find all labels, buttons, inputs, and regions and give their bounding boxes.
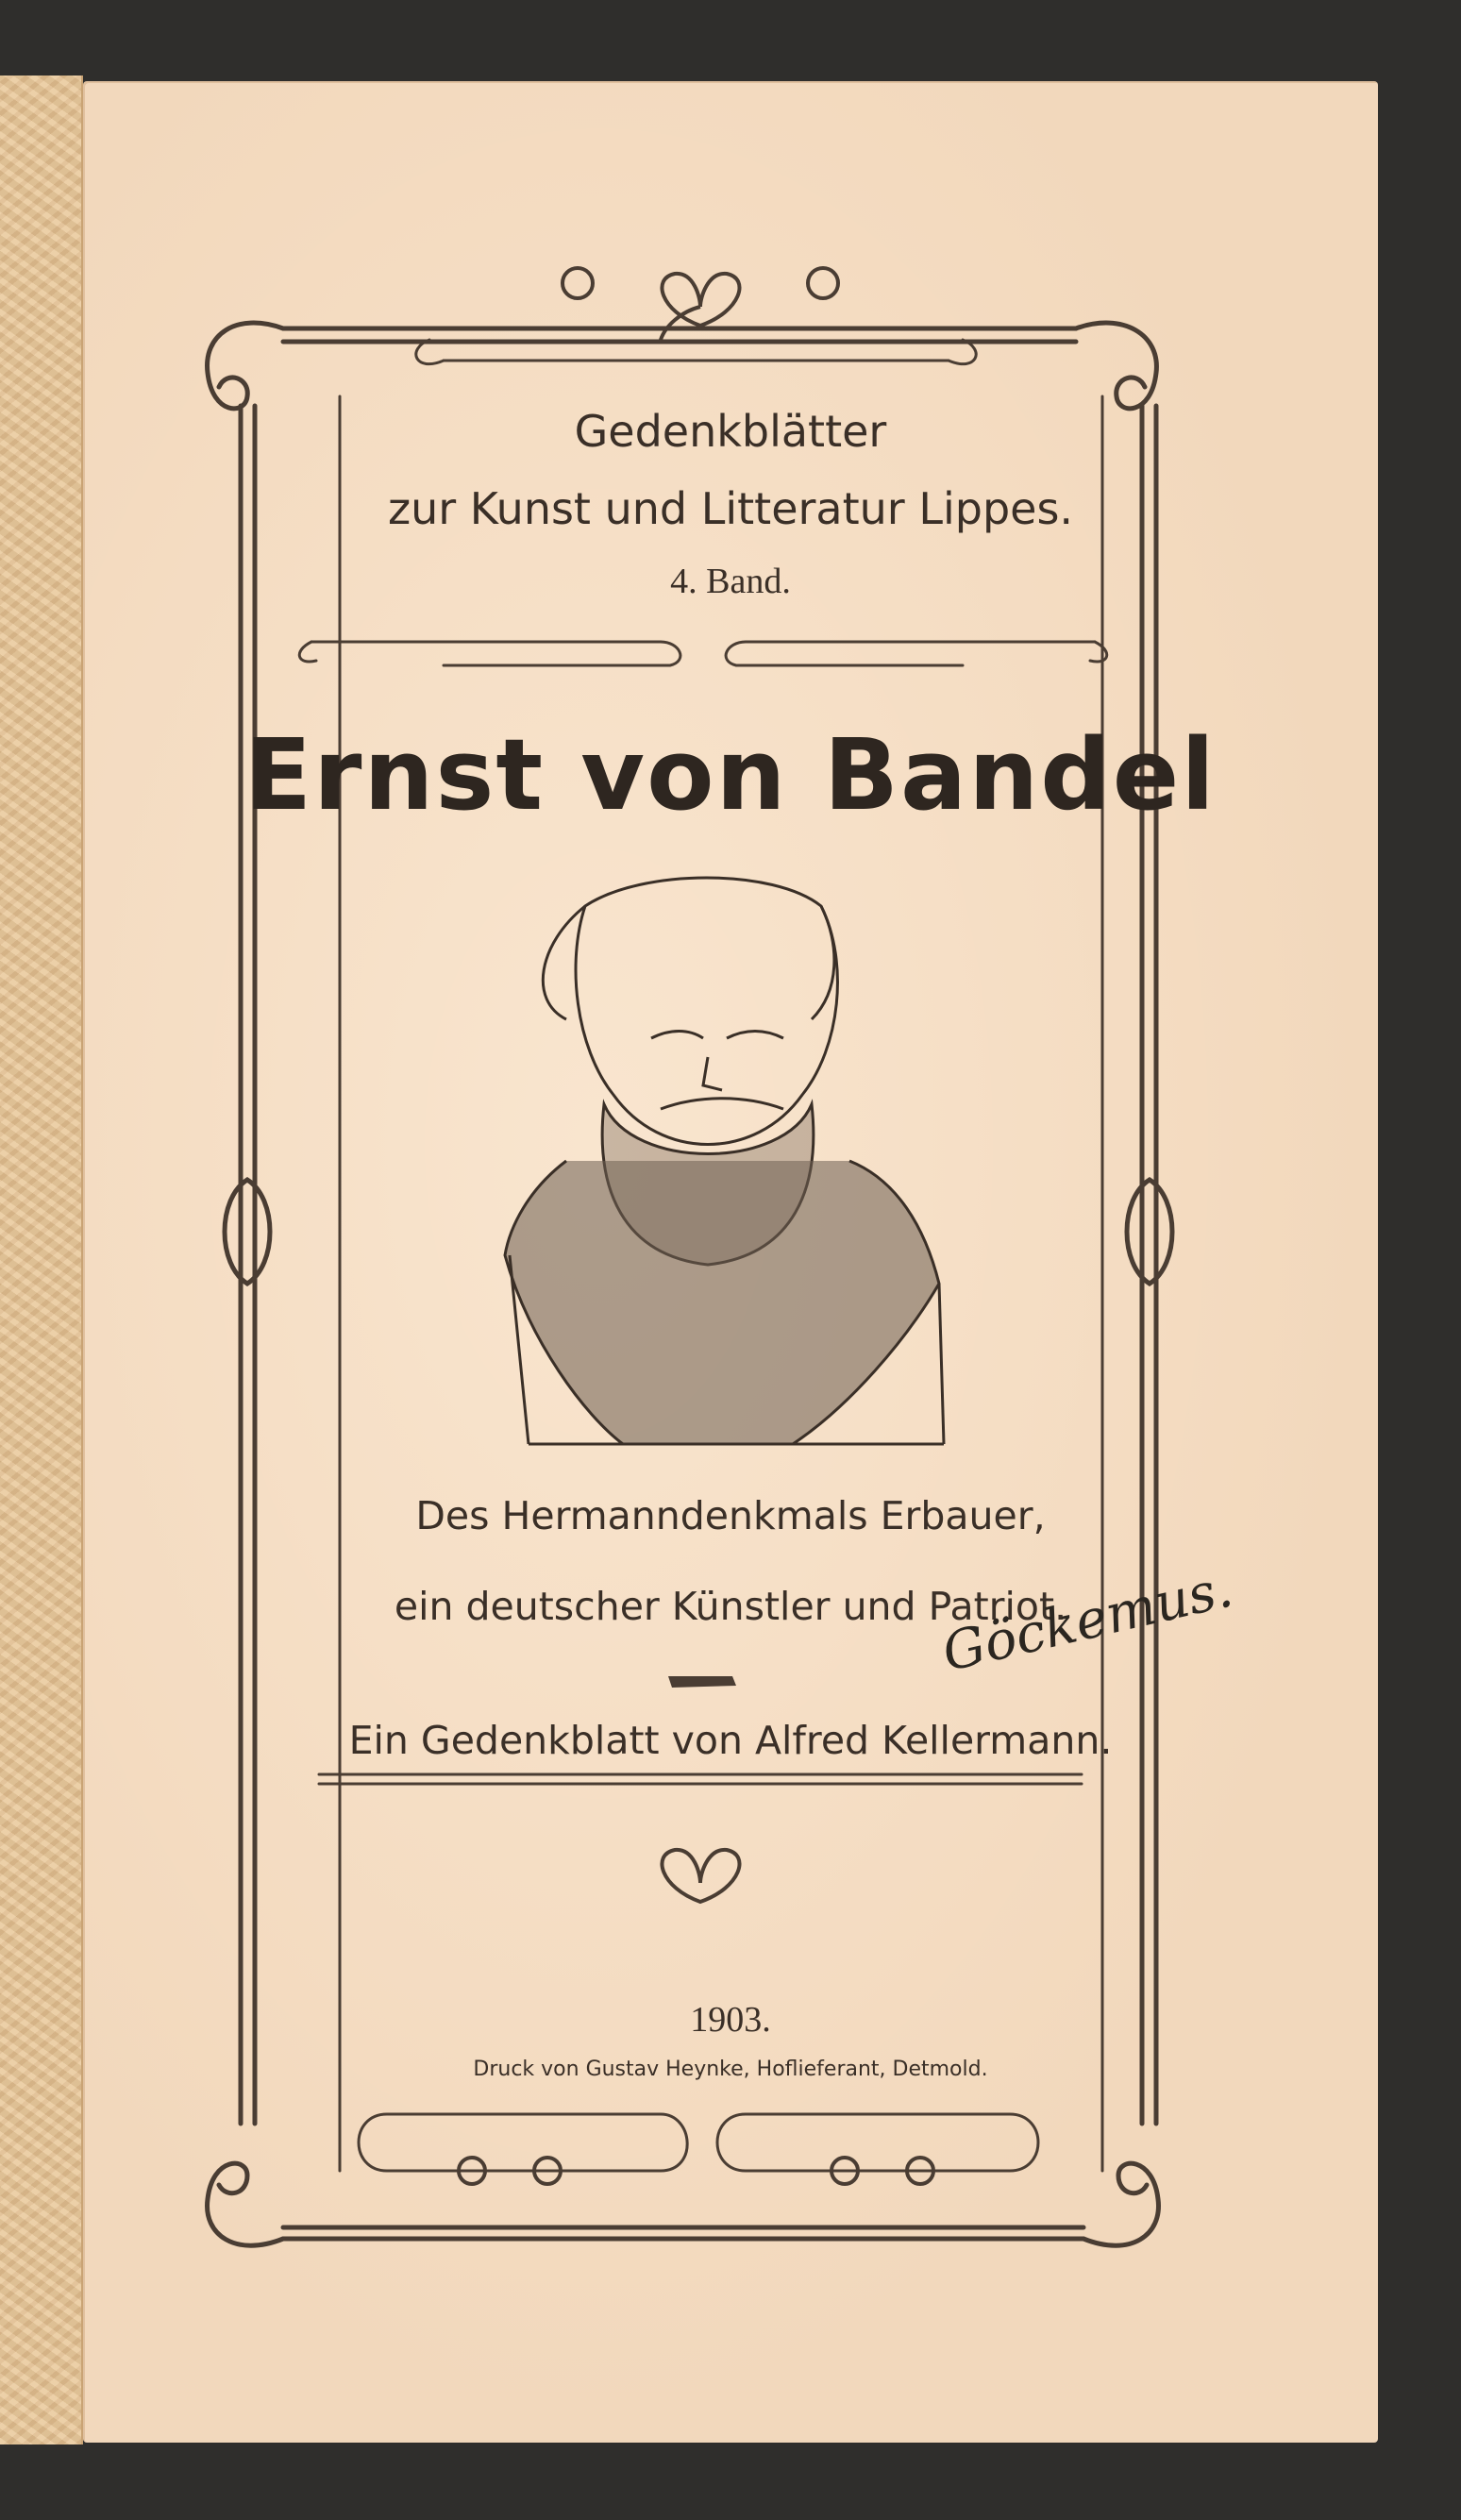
small-hand-ornament-icon <box>668 1676 736 1688</box>
main-title: Ernst von Bandel <box>244 717 1217 832</box>
handwritten-signature: Göckemus. <box>936 1557 1238 1685</box>
series-title-line2: zur Kunst und Litteratur Lippes. <box>387 483 1074 534</box>
series-title-line1: Gedenkblätter <box>574 406 887 457</box>
author-line: Ein Gedenkblatt von Alfred Kellermann. <box>348 1718 1113 1763</box>
volume-number: 4. Band. <box>670 562 791 601</box>
subtitle-line2: ein deutscher Künstler und Patriot. <box>394 1584 1067 1629</box>
publication-year: 1903. <box>690 2000 771 2040</box>
portrait-engraving <box>505 878 944 1444</box>
printer-line: Druck von Gustav Heynke, Hoflieferant, Detmold. <box>473 2058 988 2081</box>
subtitle-line1: Des Hermanndenkmals Erbauer, <box>415 1493 1046 1538</box>
